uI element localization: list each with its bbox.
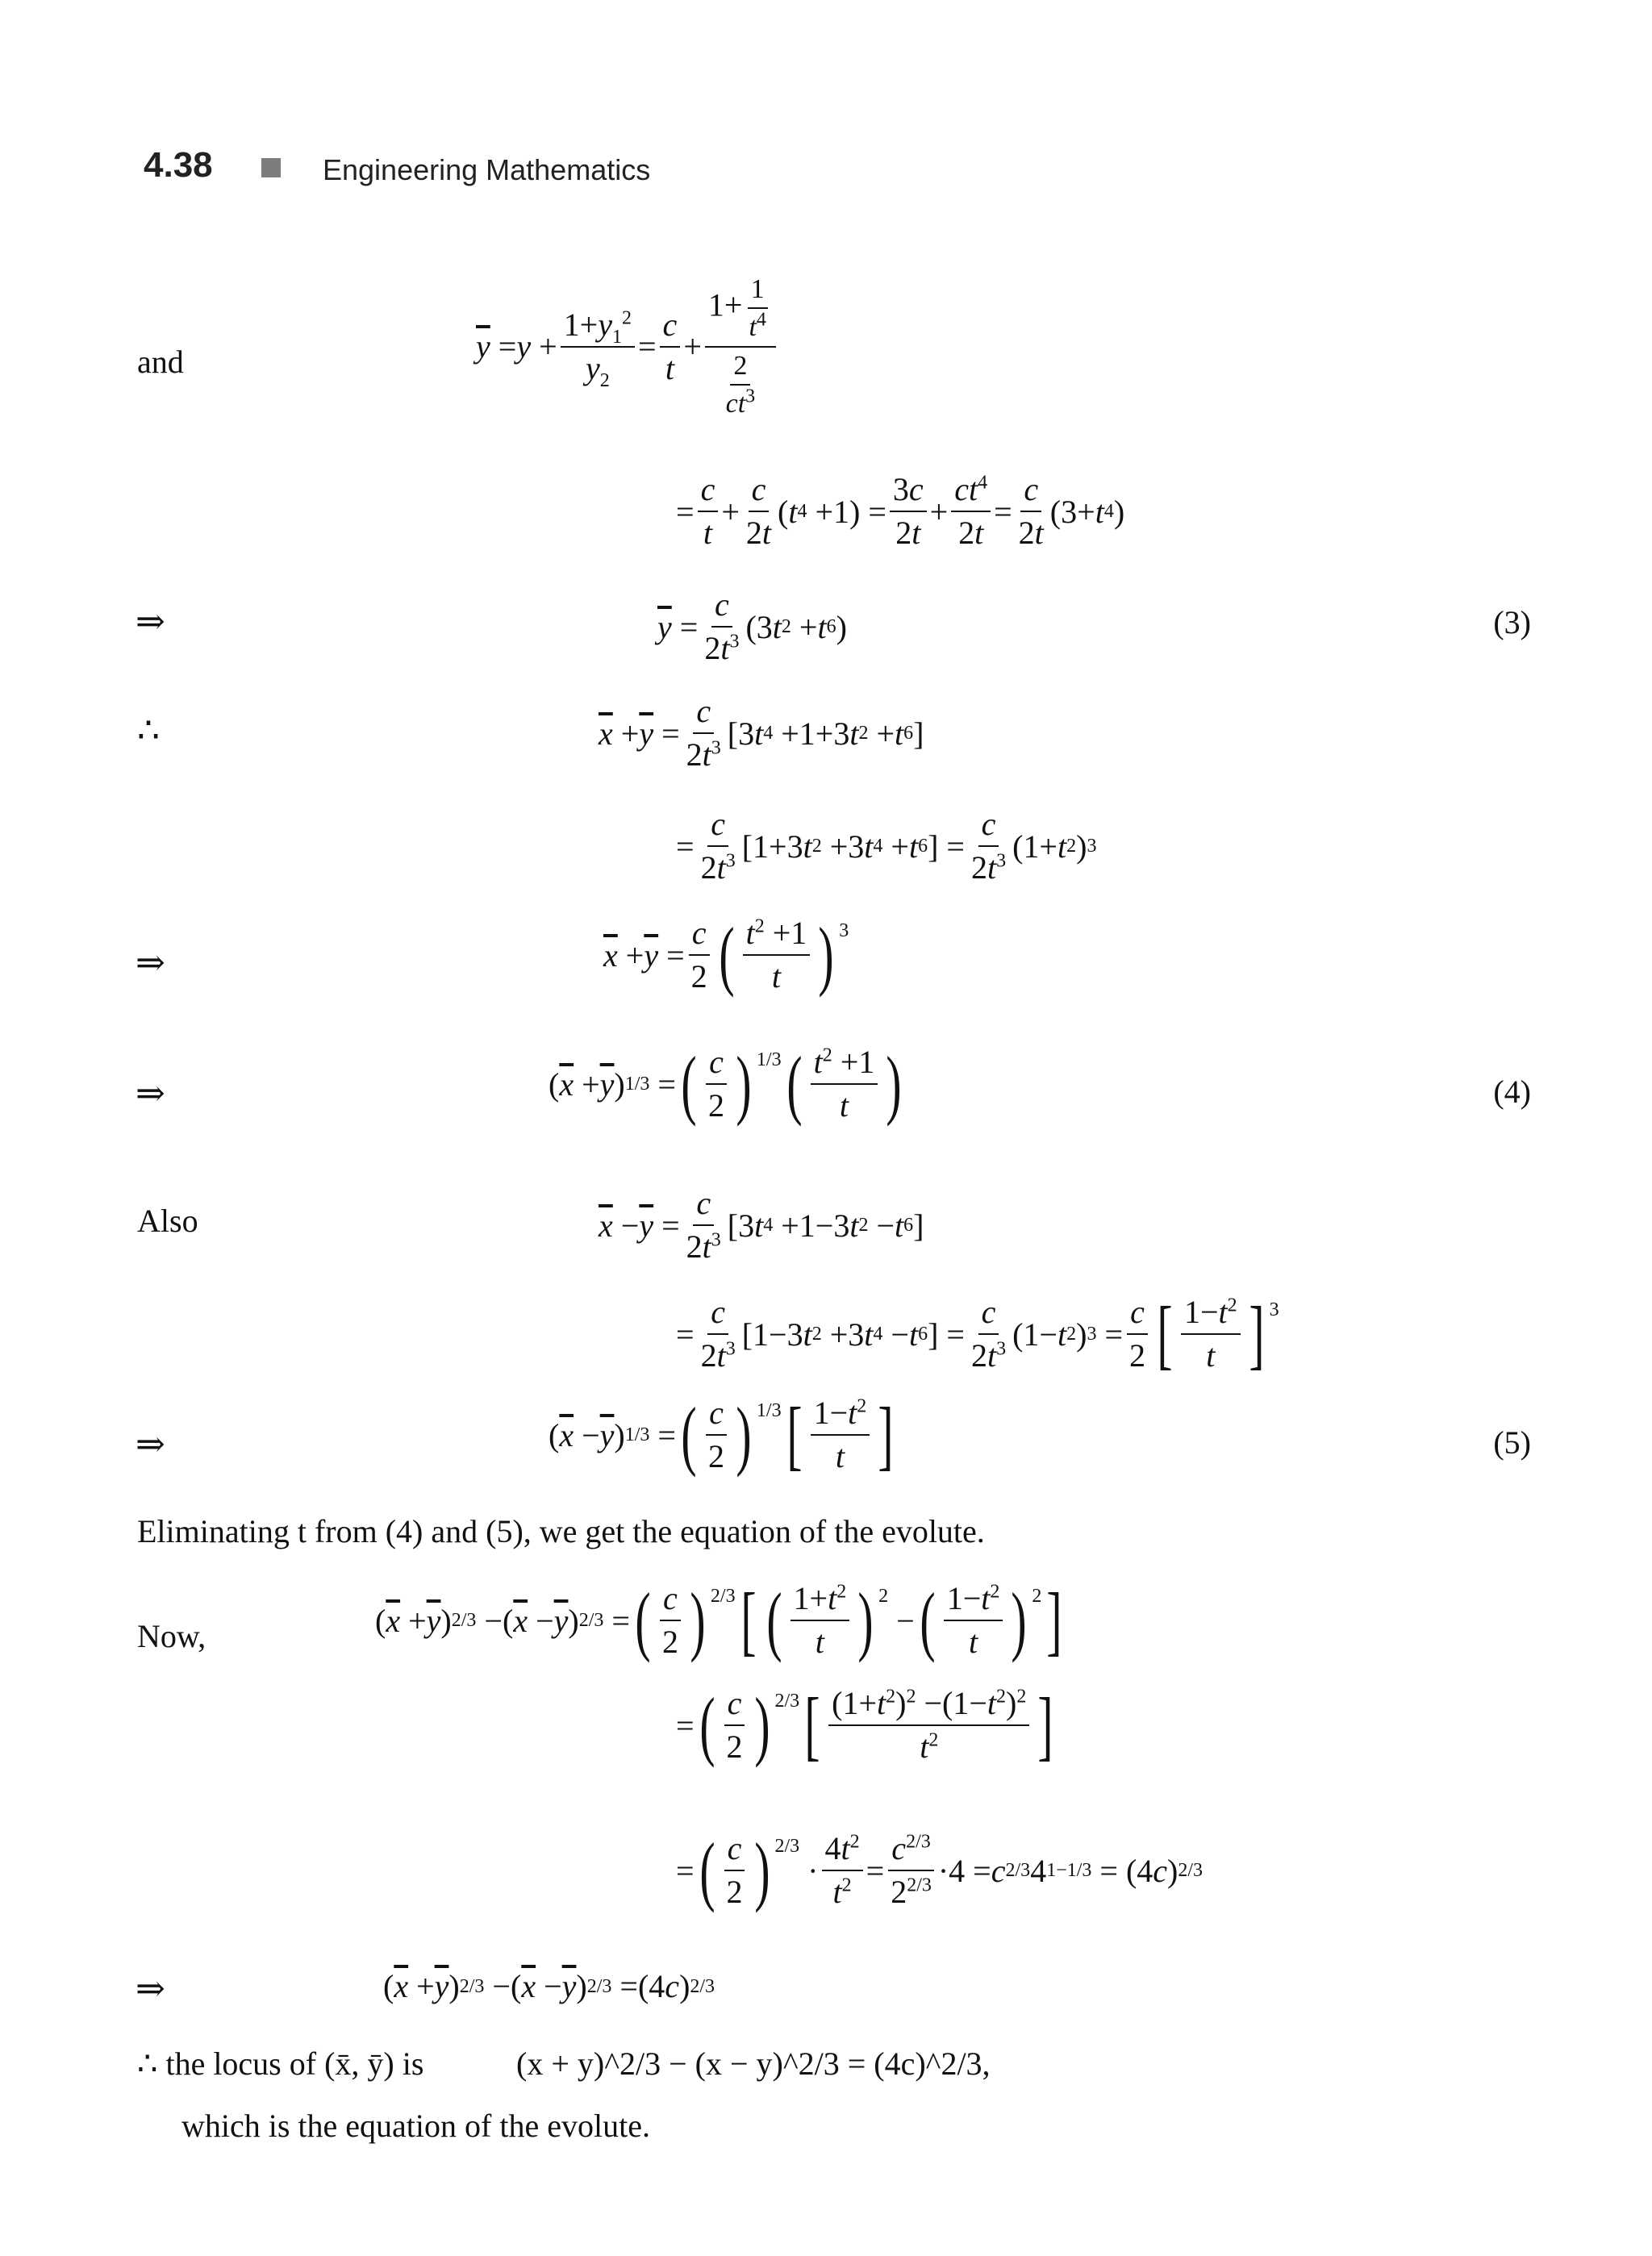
book-title: Engineering Mathematics xyxy=(323,153,651,186)
equation-evolute-start: ( $\overline{x}$ + $\overline{y}$ ) 2/3 −( $\overline{x}$ − $\overline{y}$ ) 2/3 = ( $\frac{c}{2}$ ) 2/3 [ ( $\frac{1+t^2}{t}$ ) 2 − ( $\frac{1-t^2}{t}$ ) 2 ] xyxy=(375,1577,1062,1663)
equation-sum: $\overline{x}$ + $\overline{y}$ = $\frac{c}{2t^3}$ [3 t 4 +1+3 t 2 + t 6 ] xyxy=(599,693,924,773)
equation-number-5: (5) xyxy=(1493,1424,1531,1461)
equation-ybar-simplify: = $\frac{c}{t}$ + $\frac{c}{2t}$ ( t 4 +1) = $\frac{3c}{2t}$ + $\frac{ct^4}{2t}$ = $\frac{c}{2t}$ (3+ t 4 ) xyxy=(676,471,1125,551)
label-now: Now, xyxy=(137,1618,206,1654)
equation-difference: $\overline{x}$ − $\overline{y}$ = $\frac{c}{2t^3}$ [3 t 4 +1−3 t 2 − t 6 ] xyxy=(599,1185,924,1265)
locus-equation: (x + y)^2/3 − (x − y)^2/3 = (4c)^2/3, xyxy=(516,2045,991,2082)
locus-prefix: ∴ the locus of (x̄, ȳ) is xyxy=(137,2045,424,2082)
equation-difference-cube: = $\frac{c}{2t^3}$ [1−3 t 2 +3 t 4 − t 6 ] = $\frac{c}{2t^3}$ (1− t 2 ) 3 = $\frac{c}{2}$ [ $\frac{1-t^2}{t}$ ] 3 xyxy=(676,1291,1279,1377)
equation-evolute-expand: = ( $\frac{c}{2}$ ) 2/3 [ $\frac{(1+t^2)^2 -(1-t^2)^2}{t^2}$ ] xyxy=(676,1682,1053,1768)
equation-ybar-definition: $\overline{y}$ = y + $\frac{1+y_1^2}{y_2}$ = $\frac{c}{t}$ + 1+ $\frac{1}{t^4}$ $\frac{2}{ct^3}$ xyxy=(476,274,779,419)
equation-sum-factored: $\overline{x}$ + $\overline{y}$ = $\frac{c}{2}$ ( $\frac{t^2 +1}{t}$ ) 3 xyxy=(603,911,849,998)
label-also: Also xyxy=(137,1203,198,1239)
paragraph-eliminating: Eliminating t from (4) and (5), we get the equation of the evolute. xyxy=(137,1513,985,1549)
equation-4: ( $\overline{x}$ + $\overline{y}$ ) 1/3 = ( $\frac{c}{2}$ ) 1/3 ( $\frac{t^2 +1}{t}$ ) xyxy=(549,1040,902,1127)
implies-symbol: ⇒ xyxy=(136,1424,165,1464)
equation-3: $\overline{y}$ = $\frac{c}{2t^3}$ (3 t 2 + t 6 ) xyxy=(657,586,847,666)
equation-5: ( $\overline{x}$ − $\overline{y}$ ) 1/3 = ( $\frac{c}{2}$ ) 1/3 [ $\frac{1-t^2}{t}$ ] xyxy=(549,1391,894,1478)
equation-number-4: (4) xyxy=(1493,1074,1531,1110)
equation-number-3: (3) xyxy=(1493,604,1531,640)
implies-symbol: ⇒ xyxy=(136,1074,165,1113)
equation-evolute-result: ( $\overline{x}$ + $\overline{y}$ ) 2/3 −( $\overline{x}$ − $\overline{y}$ ) 2/3 =(4 c ) 2/3 xyxy=(383,1968,715,2005)
equation-sum-cube: = $\frac{c}{2t^3}$ [1+3 t 2 +3 t 4 + t 6 ] = $\frac{c}{2t^3}$ (1+ t 2 ) 3 xyxy=(676,806,1097,886)
page-number: 4.38 xyxy=(144,145,213,185)
label-and: and xyxy=(137,344,184,380)
therefore-symbol: ∴ xyxy=(137,711,160,750)
implies-symbol: ⇒ xyxy=(136,602,165,641)
implies-symbol: ⇒ xyxy=(136,943,165,982)
paragraph-conclusion: which is the equation of the evolute. xyxy=(181,2108,650,2144)
header-square-icon xyxy=(261,158,281,177)
equation-evolute-simplify: = ( $\frac{c}{2}$ ) 2/3 · $\frac{4t^2}{t^2}$ = $\frac{c^{2/3}}{2^{2/3}}$ ·4 = c 2/3 4 1−1/3 = (4 c ) 2/3 xyxy=(676,1827,1204,1913)
implies-symbol: ⇒ xyxy=(136,1969,165,2008)
